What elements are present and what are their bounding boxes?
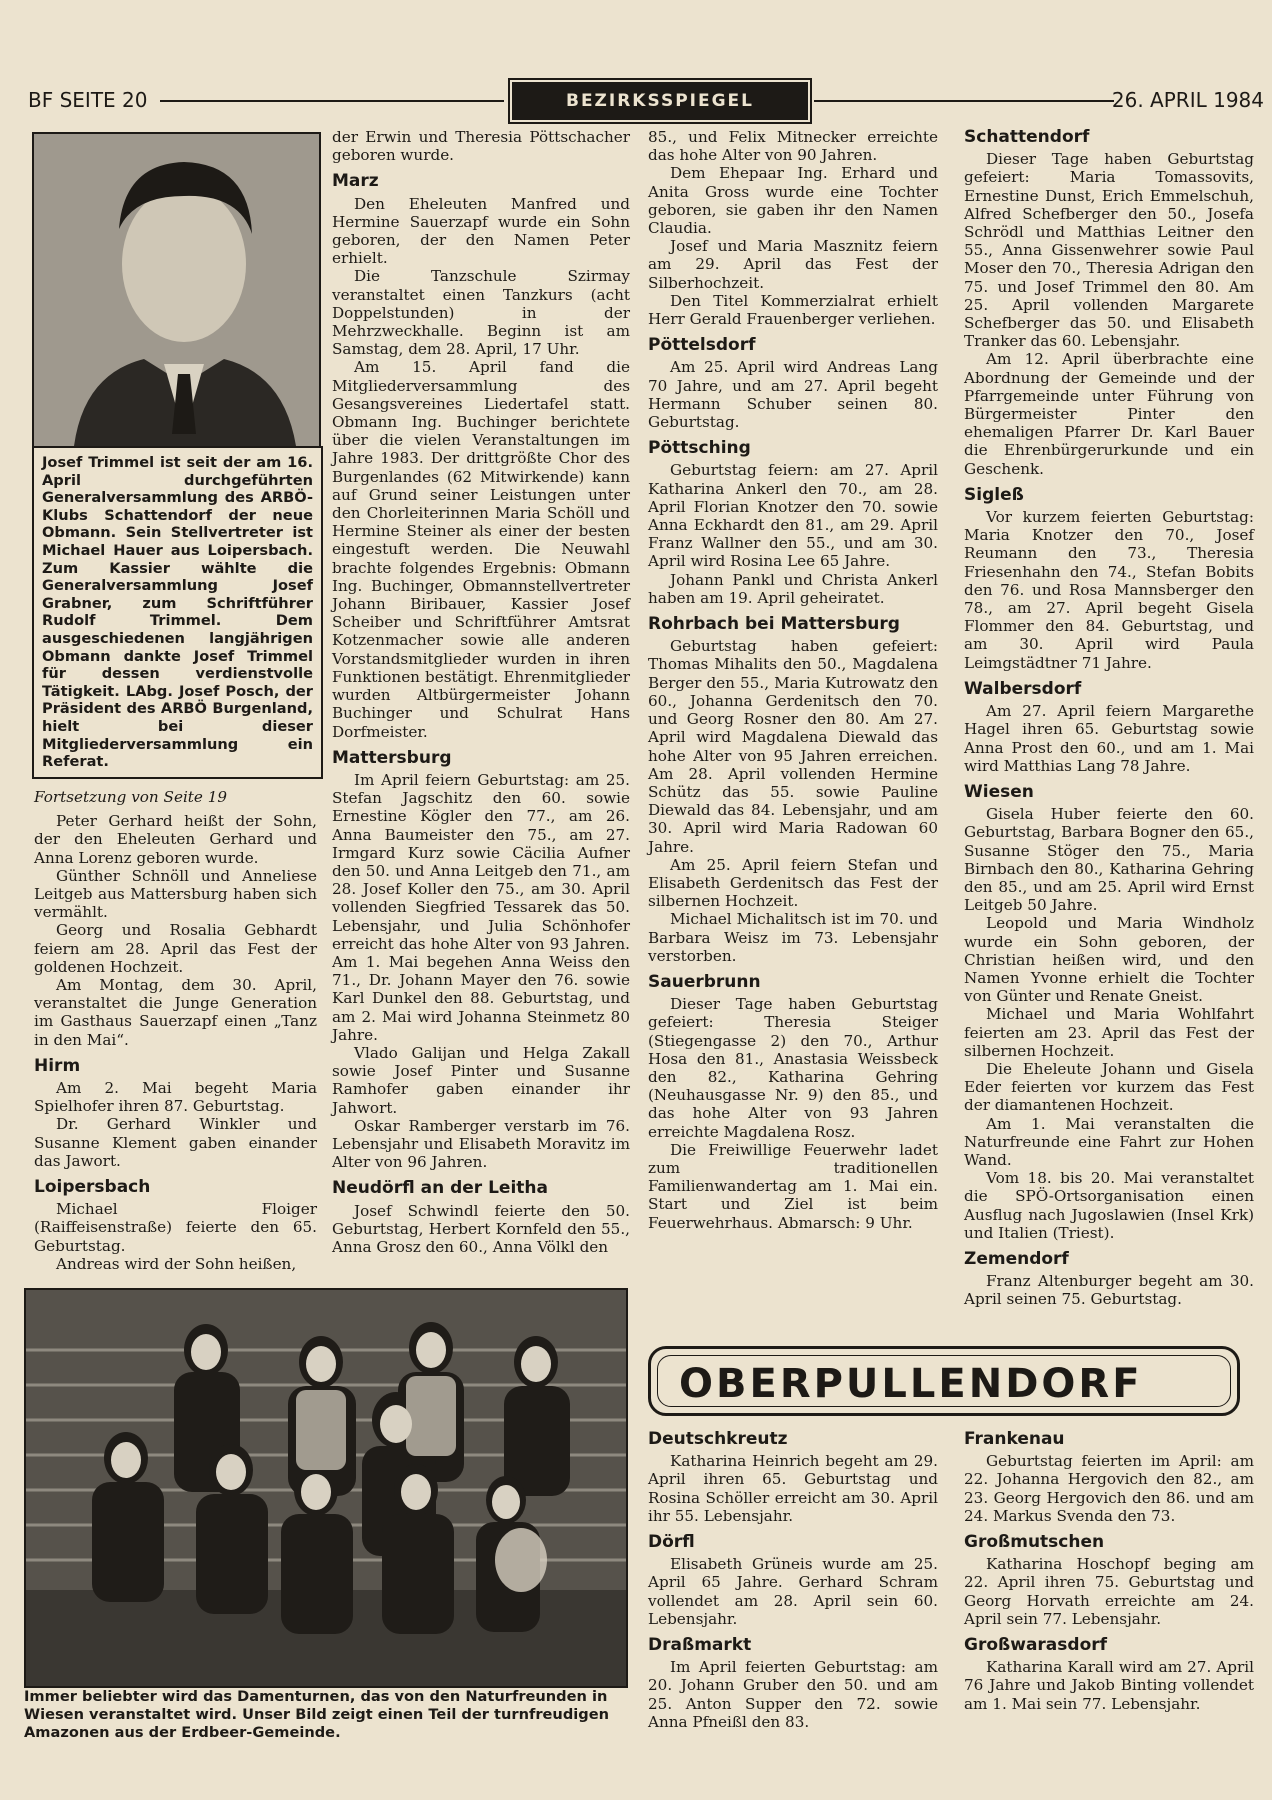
paragraph: Den Eheleuten Manfred und Hermine Sauerzapf wurde ein Sohn geboren, der den Namen Peter erhielt. [332, 194, 630, 268]
heading-walbersdorf: Walbersdorf [964, 678, 1082, 699]
paragraph: Josef und Maria Masznitz feiern am 29. April das Fest der Silberhochzeit. [648, 237, 938, 292]
heading-mattersburg: Mattersburg [332, 747, 452, 768]
group-photo [24, 1288, 628, 1688]
section-banner: BEZIRKSSPIEGEL [512, 82, 808, 120]
rule-right [814, 100, 1114, 102]
heading-poettelsdorf: Pöttelsdorf [648, 335, 756, 356]
paragraph: Am 12. April überbrachte eine Abordnung der Gemeinde und der Pfarrgemeinde unter Führung von Bürgermeister Pinter den ehemaligen Pfarrer Dr. Karl Bauer die Ehrenbürgerurkunde und ein Geschenk. [964, 350, 1254, 478]
paragraph: Franz Altenburger begeht am 30. April seinen 75. Geburtstag. [964, 1272, 1254, 1309]
page-number: BF SEITE 20 [28, 88, 148, 112]
issue-date: 26. APRIL 1984 [1111, 88, 1264, 112]
paragraph: Am Montag, dem 30. April, veranstaltet die Junge Generation im Gasthaus Sauerzapf einen „Tanz in den Mai“. [34, 976, 317, 1049]
heading-frankenau: Frankenau [964, 1429, 1065, 1449]
oberpullendorf-column-left [648, 1430, 938, 1731]
paragraph: Am 1. Mai veranstalten die Naturfreunde eine Fahrt zur Hohen Wand. [964, 1114, 1254, 1169]
heading-wiesen: Wiesen [964, 781, 1034, 802]
paragraph: Vom 18. bis 20. Mai veranstaltet die SPÖ-Ortsorganisation einen Ausflug nach Jugoslawien (Insel Krk) und Italien (Triest). [964, 1169, 1254, 1242]
paragraph: Den Titel Kommerzialrat erhielt Herr Gerald Frauenberger verliehen. [648, 291, 938, 329]
paragraph: Elisabeth Grüneis wurde am 25. April 65 Jahre. Gerhard Schram vollendet am 28. April sein 60. Lebensjahr. [648, 1555, 938, 1628]
paragraph: Die Eheleute Johann und Gisela Eder feierten vor kurzem das Fest der diamantenen Hochzeit. [964, 1059, 1254, 1115]
paragraph: Am 27. April feiern Margarethe Hagel ihren 65. Geburtstag sowie Anna Prost den 60., und am 1. Mai wird Matthias Lang 78 Jahre. [964, 702, 1254, 775]
paragraph: Katharina Karall wird am 27. April 76 Jahre und Jakob Binting vollendet am 1. Mai sein 77. Lebensjahr. [964, 1658, 1254, 1713]
paragraph: Geburtstag haben gefeiert: Thomas Mihalits den 50., Magdalena Berger den 55., Maria Kutrowatz den 60., Johanna Gerdenitsch den 70. und Georg Rosner den 80. Am 27. April wird Magdalena Diewald das hohe Alter von 95 Jahren erreichen. Am 28. April vollenden Hermine Schütz das 55. sowie Pauline Diewald das 84. Lebensjahr, und am 30. April wird Maria Radowan 60 Jahre. [648, 637, 938, 856]
paragraph: Michael Michalitsch ist im 70. und Barbara Weisz im 73. Lebensjahr verstorben. [648, 910, 938, 965]
paragraph: Georg und Rosalia Gebhardt feiern am 28. April das Fest der goldenen Hochzeit. [34, 921, 317, 976]
paragraph: 85., und Felix Mitnecker erreichte das hohe Alter von 90 Jahren. [648, 128, 938, 165]
paragraph: Am 2. Mai begeht Maria Spielhofer ihren 87. Geburtstag. [34, 1079, 317, 1116]
paragraph: Michael und Maria Wohlfahrt feierten am 23. April das Fest der silbernen Hochzeit. [964, 1005, 1254, 1060]
paragraph: Katharina Heinrich begeht am 29. April ihren 65. Geburtstag und Rosina Schöller erreicht am 30. April ihr 55. Lebensjahr. [648, 1452, 938, 1525]
portrait-caption: Josef Trimmel ist seit der am 16. April durchgeführten Generalversammlung des ARBÖ-Klubs Schattendorf der neue Obmann. Sein Stellvertreter ist Michael Hauer aus Loipersbach. Zum Kassier wählte die Generalversammlung Josef Grabner, zum Schriftführer Rudolf Trimmel. Dem ausgeschiedenen langjährigen Obmann dankte Josef Trimmel für dessen verdienstvolle Tätigkeit. LAbg. Josef Posch, der Präsident des ARBÖ Burgenland, hielt bei dieser Mitgliederversammlung ein Referat. [32, 446, 323, 779]
group-photo-caption: Immer beliebter wird das Damenturnen, das von den Naturfreunden in Wiesen veranstaltet wird. Unser Bild zeigt einen Teil der turnfreudigen Amazonen aus der Erdbeer-Gemeinde. [24, 1688, 609, 1741]
heading-sauerbrunn: Sauerbrunn [648, 971, 761, 992]
page-header [28, 80, 1264, 124]
paragraph: Geburtstag feierten im April: am 22. Johanna Hergovich den 82., am 23. Georg Hergovich den 86. und am 24. Markus Svenda den 73. [964, 1452, 1254, 1525]
paragraph: Gisela Huber feierte den 60. Geburtstag, Barbara Bogner den 65., Susanne Stöger den 75., Maria Birnbach den 80., Katharina Gehring den 85., und am 25. April wird Ernst Leitgeb 50 Jahre. [964, 805, 1254, 915]
column-1 [34, 788, 317, 1273]
column-2 [332, 128, 630, 1256]
paragraph: Am 25. April feiern Stefan und Elisabeth Gerdenitsch das Fest der silbernen Hochzeit. [648, 855, 938, 911]
heading-zemendorf: Zemendorf [964, 1248, 1069, 1269]
paragraph: Im April feierten Geburtstag: am 20. Johann Gruber den 50. und am 25. Anton Supper den 72. sowie Anna Pfneißl den 83. [648, 1658, 938, 1731]
heading-sigless: Sigleß [964, 484, 1024, 505]
oberpullendorf-column-right [964, 1430, 1254, 1713]
rule-left [160, 100, 504, 102]
heading-hirm: Hirm [34, 1055, 81, 1076]
paragraph: Vlado Galijan und Helga Zakall sowie Josef Pinter und Susanne Ramhofer gaben einander ihr Jahwort. [332, 1043, 630, 1117]
paragraph: Oskar Ramberger verstarb im 76. Lebensjahr und Elisabeth Moravitz im Alter von 96 Jahren. [332, 1116, 630, 1172]
heading-deutschkreutz: Deutschkreutz [648, 1429, 788, 1449]
heading-marz: Marz [332, 171, 379, 192]
paragraph: Johann Pankl und Christa Ankerl haben am 19. April geheiratet. [648, 570, 938, 607]
paragraph: der Erwin und Theresia Pöttschacher geboren wurde. [332, 128, 630, 165]
paragraph: Peter Gerhard heißt der Sohn, der den Eheleuten Gerhard und Anna Lorenz geboren wurde. [34, 812, 317, 867]
portrait-photo [32, 132, 321, 448]
paragraph: Im April feiern Geburtstag: am 25. Stefan Jagschitz den 60. sowie Ernestine Kögler den 77., am 26. Anna Baumeister den 75., am 27. Irmgard Kurz sowie Cäcilia Aufner den 50. und Anna Leitgeb den 71., am 28. Josef Koller den 75., am 30. April vollenden Siegfried Tessarek das 50. Lebensjahr, und Julia Schönhofer erreicht das hohe Alter von 93 Jahren. Am 1. Mai begehen Anna Weiss den 71., Dr. Johann Mayer den 76. sowie Karl Dunkel den 88. Geburtstag, und am 2. Mai wird Johanna Steinmetz 80 Jahre. [332, 770, 630, 1044]
paragraph: Dem Ehepaar Ing. Erhard und Anita Gross wurde eine Tochter geboren, sie gaben ihr den Namen Claudia. [648, 164, 938, 238]
column-3 [648, 128, 938, 1232]
heading-grossmutschen: Großmutschen [964, 1532, 1105, 1553]
paragraph: Vor kurzem feierten Geburtstag: Maria Knotzer den 70., Josef Reumann den 73., Theresia Friesenhahn den 74., Stefan Bobits den 76. und Rosa Mannsberger den 78., am 27. April begeht Gisela Flommer den 84. Geburtstag, und am 30. April wird Paula Leimgstädtner 71 Jahre. [964, 508, 1254, 672]
heading-doerfl: Dörfl [648, 1532, 695, 1553]
paragraph: Die Tanzschule Szirmay veranstaltet einen Tanzkurs (acht Doppelstunden) in der Mehrzweckhalle. Beginn ist am Samstag, dem 28. April, 17 Uhr. [332, 267, 630, 359]
heading-poettsching: Pöttsching [648, 438, 751, 459]
column-4 [964, 128, 1254, 1309]
paragraph: Dieser Tage haben Geburtstag gefeiert: Maria Tomassovits, Ernestine Dunst, Erich Emmelschuh, Alfred Schefberger den 50., Josefa Schrödl und Matthias Leitner den 55., Anna Gissenwehrer sowie Paul Moser den 70., Theresia Adrigan den 75. und Josef Trimmel den 80. Am 25. April vollenden Margarete Schefberger das 50. und Elisabeth Tranker das 60. Lebensjahr. [964, 150, 1254, 351]
continued-note: Fortsetzung von Seite 19 [34, 788, 228, 806]
paragraph: Katharina Hoschopf beging am 22. April ihren 75. Geburtstag und Georg Horvath erreichte am 24. April sein 77. Lebensjahr. [964, 1555, 1254, 1628]
paragraph: Geburtstag feiern: am 27. April Katharina Ankerl den 70., am 28. April Florian Knotzer den 70. sowie Anna Eckhardt den 81., am 29. April Franz Wallner den 55., und am 30. April wird Rosina Lee 65 Jahre. [648, 461, 938, 571]
paragraph: Am 25. April wird Andreas Lang 70 Jahre, und am 27. April begeht Hermann Schuber seinen 80. Geburtstag. [648, 358, 938, 432]
heading-schattendorf: Schattendorf [964, 127, 1090, 147]
region-title-box [648, 1346, 1240, 1416]
paragraph: Günther Schnöll und Anneliese Leitgeb aus Mattersburg haben sich vermählt. [34, 866, 317, 922]
paragraph: Josef Schwindl feierte den 50. Geburtstag, Herbert Kornfeld den 55., Anna Grosz den 60., Anna Völkl den [332, 1201, 630, 1256]
paragraph: Die Freiwillige Feuerwehr ladet zum traditionellen Familienwandertag am 1. Mai ein. Start und Ziel ist beim Feuerwehrhaus. Abmarsch: 9 Uhr. [648, 1140, 938, 1232]
paragraph: Leopold und Maria Windholz wurde ein Sohn geboren, der Christian heißen wird, und den Namen Yvonne erhielt die Tochter von Günter und Renate Gneist. [964, 914, 1254, 1006]
paragraph: Michael Floiger (Raiffeisenstraße) feierte den 65. Geburtstag. [34, 1200, 317, 1255]
heading-grosswarasdorf: Großwarasdorf [964, 1635, 1108, 1656]
paragraph: Am 15. April fand die Mitgliederversammlung des Gesangsvereines Liedertafel statt. Obmann Ing. Buchinger berichtete über die vielen Veranstaltungen im Jahre 1983. Der drittgrößte Chor des Burgenlandes (62 Mitwirkende) kann auf Grund seiner Leistungen unter den Chorleiterinnen Maria Schöll und Hermine Steiner als einer der besten eingestuft werden. Die Neuwahl brachte folgendes Ergebnis: Obmann Ing. Buchinger, Obmannstellvertreter Johann Biribauer, Kassier Josef Scheiber und Schriftführer Amtsrat Kotzenmacher sowie alle anderen Vorstandsmitglieder wurden in ihren Funktionen bestätigt. Ehrenmitglieder wurden Altbürgermeister Johann Buchinger und Schulrat Hans Dorfmeister. [332, 358, 630, 741]
heading-loipersbach: Loipersbach [34, 1177, 151, 1198]
paragraph: Dieser Tage haben Geburtstag gefeiert: Theresia Steiger (Stiegengasse 2) den 70., Arthur Hosa den 81., Anastasia Weissbeck den 82., Katharina Gehring (Neuhausgasse Nr. 9) den 85., und das hohe Alter von 93 Jahren erreichte Magdalena Rosz. [648, 995, 938, 1141]
heading-rohrbach: Rohrbach bei Mattersburg [648, 614, 900, 635]
region-title: OBERPULLENDORF [679, 1361, 1143, 1407]
paragraph: Andreas wird der Sohn heißen, [56, 1254, 297, 1273]
paragraph: Dr. Gerhard Winkler und Susanne Klement gaben einander das Jawort. [34, 1115, 317, 1170]
heading-neudoerfl: Neudörfl an der Leitha [332, 1178, 548, 1199]
heading-drassmarkt: Draßmarkt [648, 1635, 752, 1656]
